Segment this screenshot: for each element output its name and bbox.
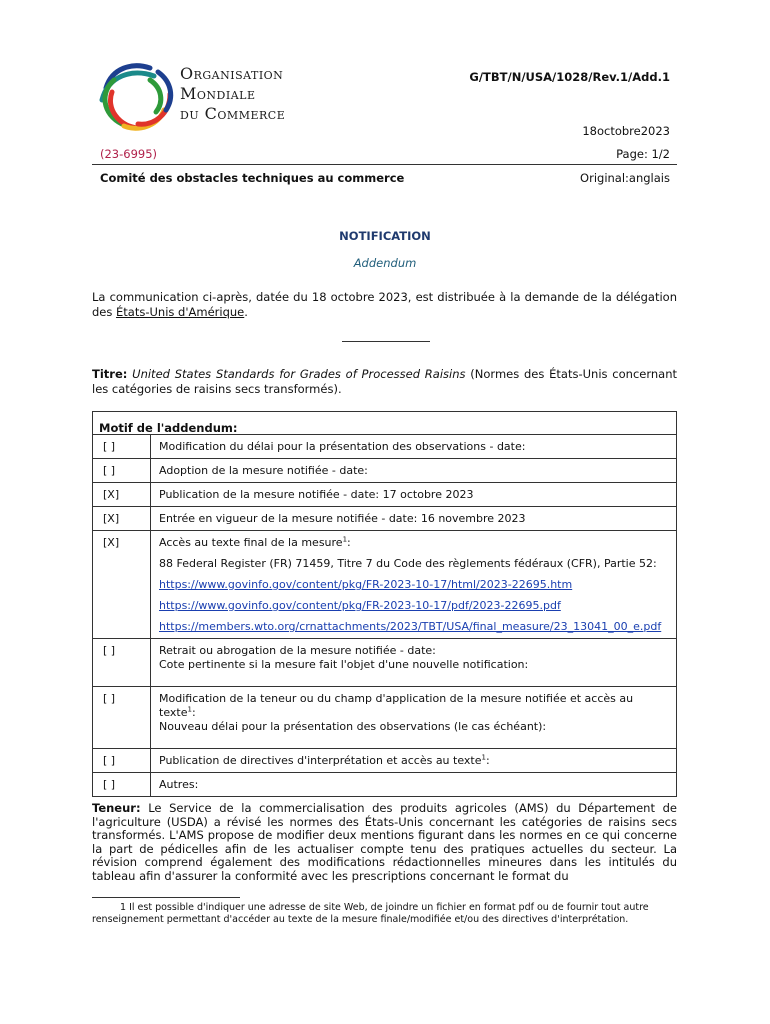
original-language: Original:anglais — [580, 171, 670, 185]
table-row — [93, 772, 676, 796]
intro-paragraph — [92, 290, 677, 320]
logo-line-1: Organisation — [180, 64, 284, 83]
footnote-number: 1 — [120, 902, 127, 913]
row-checkbox: [X] — [93, 483, 151, 506]
footnote-text: Il est possible d'indiquer une adresse de site Web, de joindre un fichier en format pdf ou de fournir tout autre renseignement permettant d'accéder au texte de la mesure finale/modifiée et/ou des directives d'interprétation. — [92, 902, 649, 925]
federal-register-ref: 88 Federal Register (FR) 71459, Titre 7 du Code des règlements fédéraux (CFR), Partie 52: — [159, 557, 657, 570]
footnote-ref: 1 — [187, 705, 192, 714]
committee-name: Comité des obstacles techniques au commerce — [100, 171, 405, 185]
row-text: Cote pertinente si la mesure fait l'objet d'une nouvelle notification: — [159, 658, 529, 671]
intro-text: La communication ci-après, datée du 18 octobre 2023, est distribuée à la demande de la délégation des — [92, 290, 677, 319]
table-row — [93, 506, 676, 530]
table-row — [93, 434, 676, 458]
delegation-name: États-Unis d'Amérique — [116, 305, 245, 319]
row-text: Publication de la mesure notifiée - date: 17 octobre 2023 — [159, 488, 474, 501]
document-reference: (23-6995) — [100, 147, 158, 161]
title-rest: (Normes des États-Unis concernant les catégories de raisins secs transformés). — [92, 367, 678, 396]
page-number: Page: 1/2 — [616, 147, 670, 161]
row-checkbox: [X] — [93, 507, 151, 530]
footnote-ref: 1 — [342, 535, 348, 544]
title-label: Titre: — [92, 367, 128, 381]
row-checkbox: [ ] — [93, 459, 151, 482]
intro-end: . — [244, 305, 248, 319]
row-text: Nouveau délai pour la présentation des observations (le cas échéant): — [159, 720, 547, 733]
govinfo-html-link[interactable]: https://www.govinfo.gov/content/pkg/FR-2023-10-17/html/2023-22695.htm — [159, 578, 573, 591]
table-row — [93, 686, 676, 748]
footnote-ref: 1 — [481, 753, 486, 762]
govinfo-pdf-link[interactable]: https://www.govinfo.gov/content/pkg/FR-2023-10-17/pdf/2023-22695.pdf — [159, 599, 561, 612]
wto-members-pdf-link[interactable]: https://members.wto.org/crnattachments/2023/TBT/USA/final_measure/23_13041_00_e.pdf — [159, 620, 662, 633]
addendum-reason-table — [92, 411, 677, 797]
table-row — [93, 748, 676, 772]
addendum-subtitle: Addendum — [353, 256, 417, 270]
document-date: 18octobre2023 — [582, 124, 670, 138]
access-final-text: Accès au texte final de la mesure$^1$: — [159, 535, 351, 549]
row-checkbox: [ ] — [93, 435, 151, 458]
row-checkbox: [ ] — [93, 639, 151, 686]
table-row — [93, 638, 676, 686]
row-text: Retrait ou abrogation de la mesure notifiée - date: — [159, 644, 436, 657]
row-text: Entrée en vigueur de la mesure notifiée - date: 16 novembre 2023 — [159, 512, 526, 525]
row-checkbox: [ ] — [93, 749, 151, 772]
footnote — [92, 902, 677, 926]
notification-title: NOTIFICATION — [339, 229, 431, 243]
document-symbol: G/TBT/N/USA/1028/Rev.1/Add.1 — [469, 70, 670, 84]
table-row — [93, 458, 676, 482]
content-paragraph — [92, 802, 677, 883]
row-text: Modification du délai pour la présentation des observations - date: — [159, 440, 526, 453]
table-heading: Motif de l'addendum: — [99, 421, 238, 435]
row-checkbox: [ ] — [93, 687, 151, 748]
modification-text: Modification de la teneur ou du champ d'application de la mesure notifiée et accès au texte$^1$: — [159, 692, 634, 719]
row-checkbox: [ ] — [93, 773, 151, 796]
interpretation-text: Publication de directives d'interprétation et accès au texte$^1$: — [159, 753, 490, 767]
title-paragraph — [92, 367, 677, 397]
logo-line-2: Mondiale — [180, 84, 256, 103]
row-checkbox: [X] — [93, 531, 151, 638]
footnote-divider — [92, 897, 240, 898]
content-label: Teneur: — [92, 801, 141, 815]
row-text: Autres: — [159, 778, 199, 791]
content-text: Le Service de la commercialisation des produits agricoles (AMS) du Département de l'agriculture (USDA) a révisé les normes des États-Unis concernant les catégories de raisins secs transformés. L'AMS propose de modifier deux mentions figurant dans les normes en ce qui concerne la part de pédicelles afin de les actualiser compte tenu des pratiques actuelles du secteur. La révision comprend également des modifications rédactionnelles mineures dans les intitulés du tableau afin d'assurer la conformité avec les prescriptions concernant le format du — [92, 801, 677, 883]
row-text: Adoption de la mesure notifiée - date: — [159, 464, 368, 477]
wto-logo-text — [180, 64, 285, 124]
table-row — [93, 482, 676, 506]
header-divider — [92, 164, 677, 165]
logo-line-3: du Commerce — [180, 104, 286, 123]
title-italic: United States Standards for Grades of Processed Raisins — [132, 367, 466, 381]
section-separator — [342, 341, 430, 342]
table-row — [93, 530, 676, 638]
